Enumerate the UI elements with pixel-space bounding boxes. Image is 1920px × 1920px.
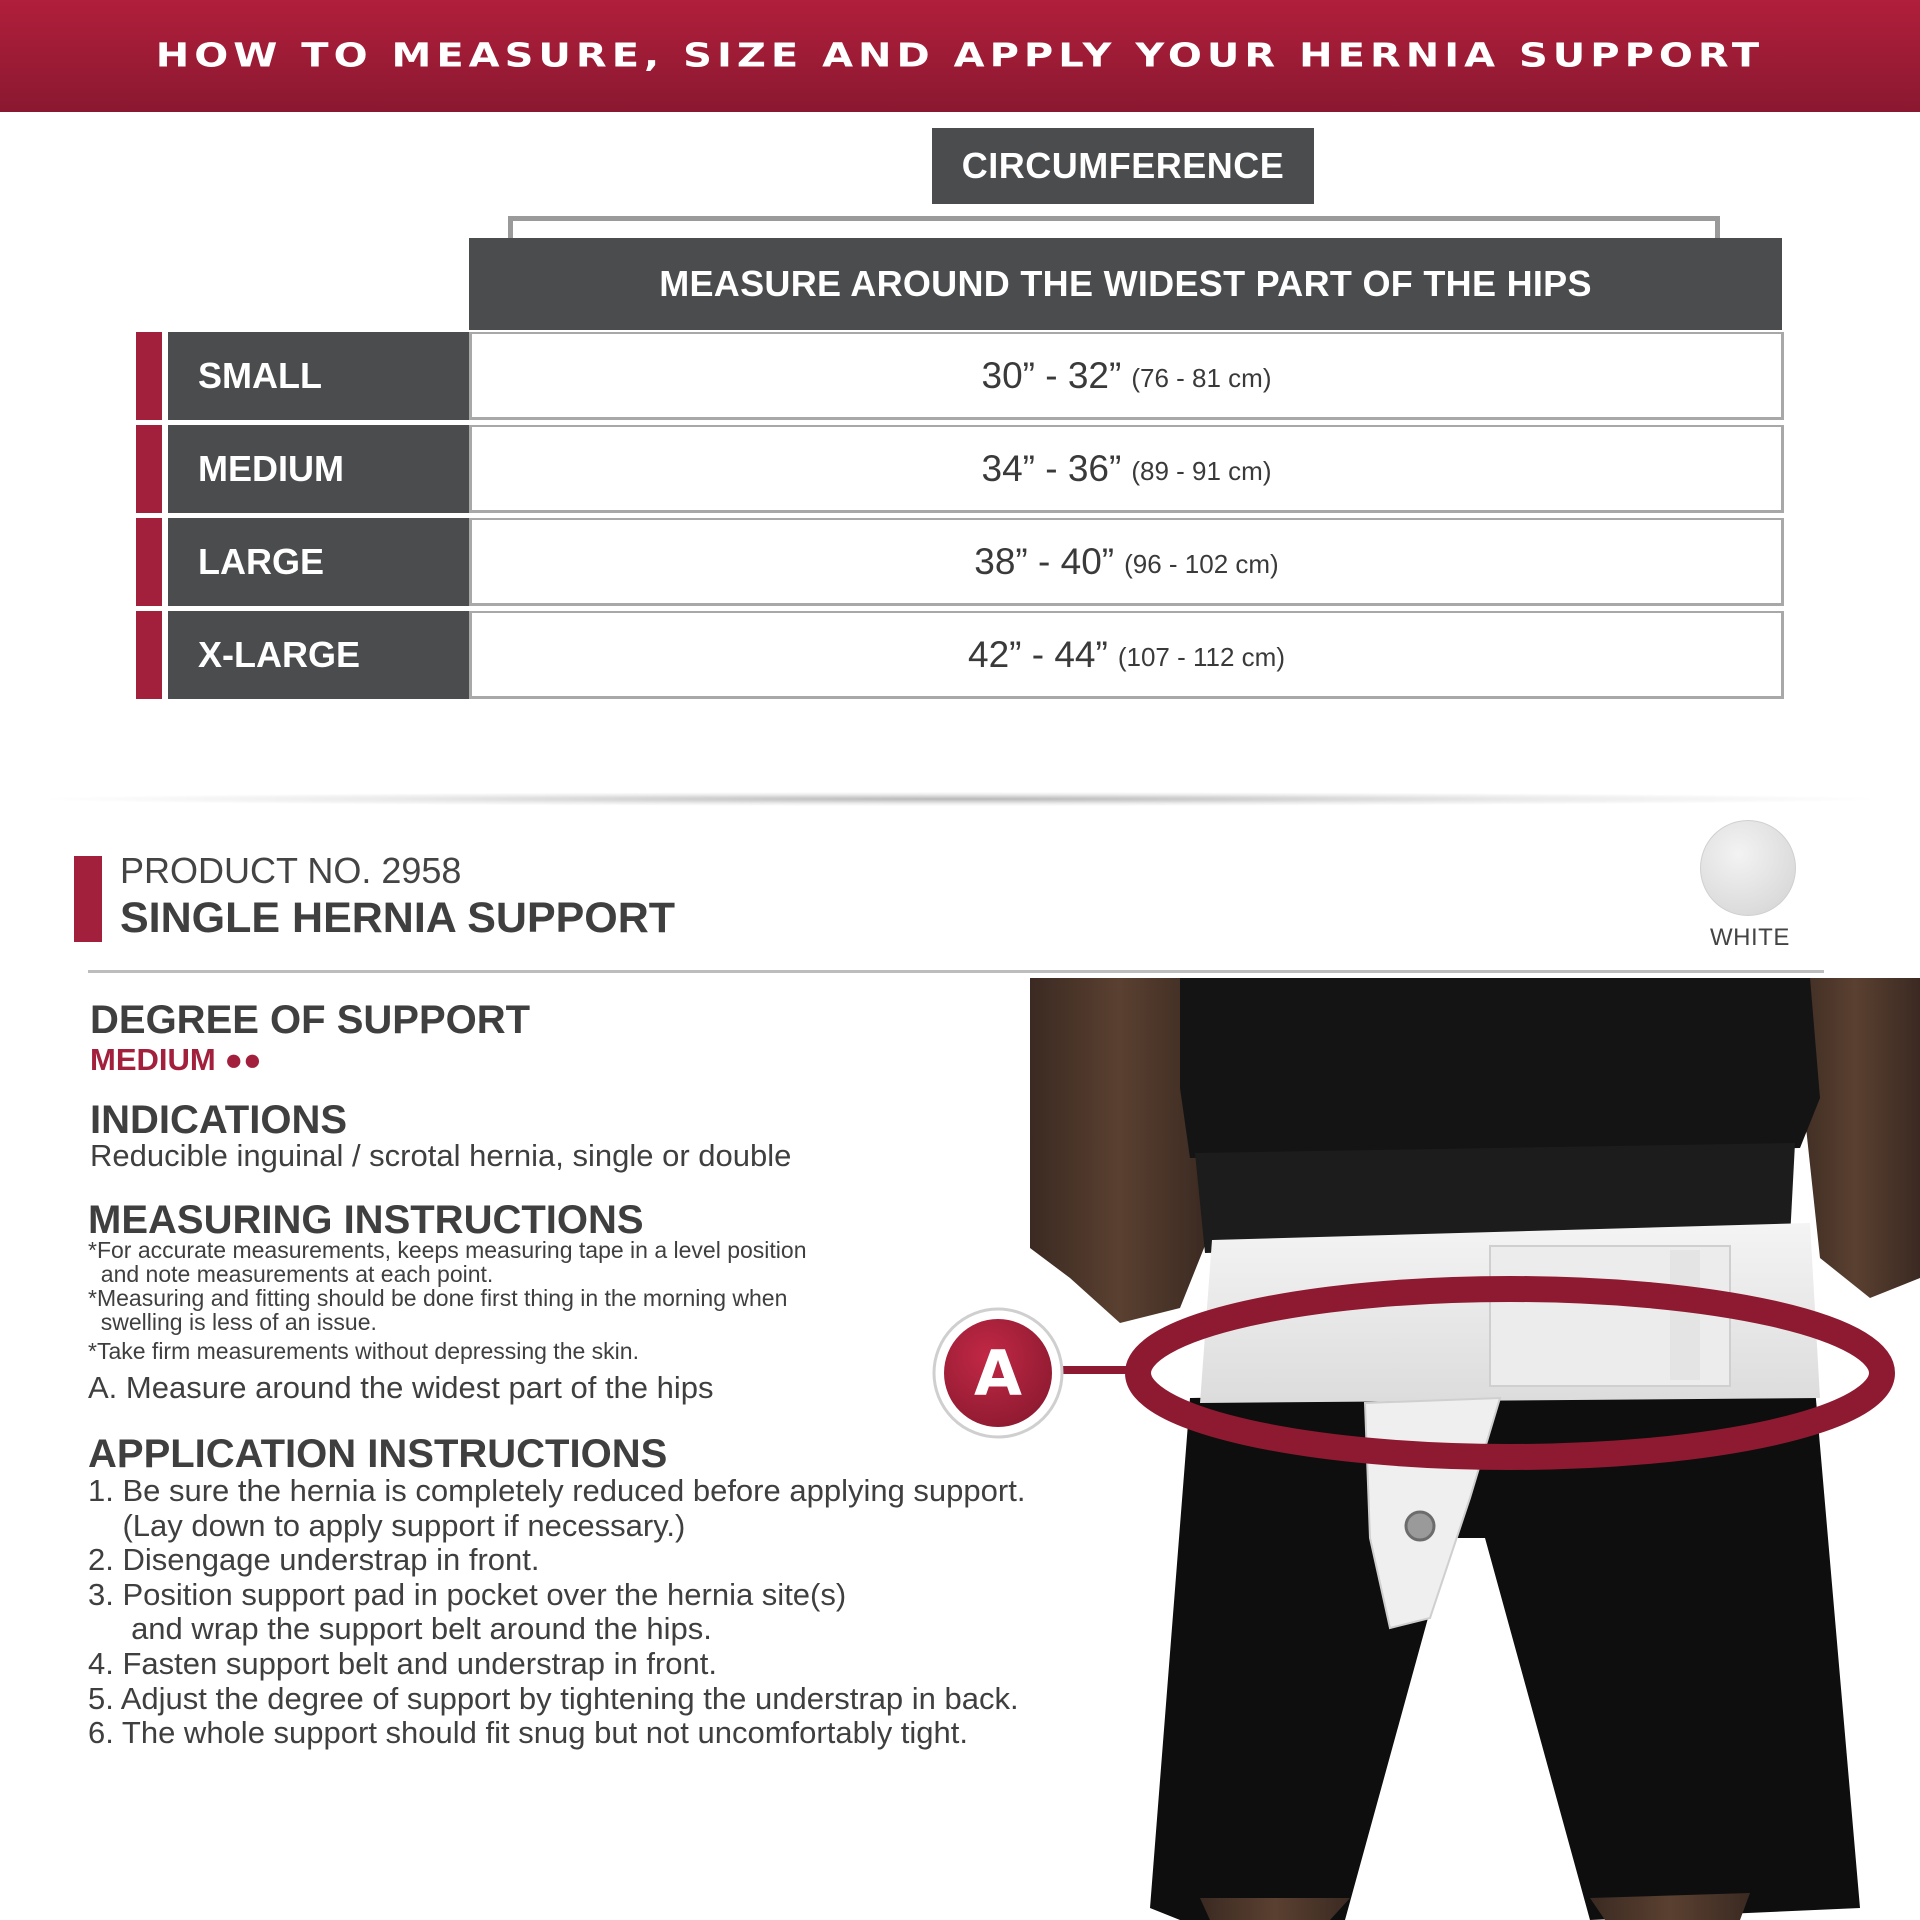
size-row-medium bbox=[136, 425, 1786, 513]
size-label: LARGE bbox=[168, 518, 605, 606]
size-cm: (76 - 81 cm) bbox=[1131, 363, 1272, 393]
measure-a-badge bbox=[930, 1305, 1066, 1441]
size-value bbox=[469, 611, 1784, 699]
indications-text: Reducible inguinal / scrotal hernia, single or double bbox=[90, 1138, 792, 1173]
size-label: MEDIUM bbox=[168, 425, 605, 513]
size-value bbox=[469, 425, 1784, 513]
degree-of-support-title: DEGREE OF SUPPORT bbox=[90, 998, 531, 1042]
product-rule bbox=[88, 970, 1824, 973]
velcro-strip bbox=[1670, 1250, 1700, 1380]
size-label: X-LARGE bbox=[168, 611, 605, 699]
size-cm: (107 - 112 cm) bbox=[1117, 642, 1285, 672]
header-banner bbox=[0, 0, 1920, 112]
row-accent bbox=[136, 611, 162, 699]
shirt bbox=[1180, 978, 1820, 1158]
measuring-note: and note measurements at each point. bbox=[88, 1261, 494, 1287]
size-row-small bbox=[136, 332, 1786, 420]
size-value bbox=[469, 332, 1784, 420]
application-step: (Lay down to apply support if necessary.) bbox=[88, 1507, 686, 1543]
support-level: MEDIUM ●● bbox=[90, 1042, 262, 1077]
section-divider bbox=[50, 792, 1870, 806]
size-cm: (89 - 91 cm) bbox=[1131, 456, 1272, 486]
row-accent bbox=[136, 332, 162, 420]
measuring-note: *Take firm measurements without depressing the skin. bbox=[88, 1338, 639, 1364]
application-step: and wrap the support belt around the hips. bbox=[88, 1611, 712, 1647]
application-step: 6. The whole support should fit snug but not uncomfortably tight. bbox=[88, 1715, 969, 1751]
model-illustration bbox=[1030, 978, 1920, 1920]
application-step: 4. Fasten support belt and understrap in front. bbox=[88, 1645, 717, 1681]
size-cm: (96 - 102 cm) bbox=[1124, 549, 1279, 579]
circumference-bracket bbox=[508, 216, 1720, 240]
measuring-step-a: A. Measure around the widest part of the hips bbox=[88, 1370, 714, 1405]
application-steps bbox=[88, 1474, 1025, 1751]
color-swatch[interactable] bbox=[1700, 820, 1796, 916]
row-accent bbox=[136, 425, 162, 513]
application-step: 5. Adjust the degree of support by tightening the understrap in back. bbox=[88, 1680, 1019, 1716]
product-name: SINGLE HERNIA SUPPORT bbox=[120, 894, 676, 942]
badge-letter: A bbox=[974, 1337, 1022, 1410]
size-inches: 42” - 44” bbox=[968, 633, 1108, 675]
measuring-note: *For accurate measurements, keeps measuring tape in a level position bbox=[88, 1237, 807, 1263]
measure-header: MEASURE AROUND THE WIDEST PART OF THE HIPS bbox=[469, 238, 1782, 330]
row-accent bbox=[136, 518, 162, 606]
banner-title: HOW TO MEASURE, SIZE AND APPLY YOUR HERNIA SUPPORT bbox=[155, 37, 1765, 75]
product-accent-bar bbox=[74, 856, 102, 942]
measuring-note: swelling is less of an issue. bbox=[88, 1309, 377, 1335]
application-title: APPLICATION INSTRUCTIONS bbox=[88, 1432, 668, 1476]
application-step: 1. Be sure the hernia is completely reduced before applying support. bbox=[88, 1473, 1026, 1508]
size-value bbox=[469, 518, 1784, 606]
indications-title: INDICATIONS bbox=[90, 1098, 348, 1142]
circumference-label: CIRCUMFERENCE bbox=[932, 128, 1314, 204]
application-step: 3. Position support pad in pocket over the hernia site(s) bbox=[88, 1576, 847, 1612]
measuring-note: *Measuring and fitting should be done first thing in the morning when bbox=[88, 1285, 788, 1311]
size-inches: 30” - 32” bbox=[981, 354, 1122, 396]
measuring-title: MEASURING INSTRUCTIONS bbox=[88, 1198, 644, 1242]
size-label: SMALL bbox=[168, 332, 605, 420]
left-leg bbox=[1200, 1898, 1350, 1920]
color-swatch-label: WHITE bbox=[1710, 924, 1790, 951]
snap-button bbox=[1406, 1512, 1434, 1540]
size-inches: 34” - 36” bbox=[981, 447, 1122, 489]
size-row-x-large bbox=[136, 611, 1786, 699]
product-number: PRODUCT NO. 2958 bbox=[120, 850, 462, 891]
application-step: 2. Disengage understrap in front. bbox=[88, 1542, 540, 1578]
size-inches: 38” - 40” bbox=[974, 540, 1115, 582]
size-row-large bbox=[136, 518, 1786, 606]
product-photo bbox=[1030, 978, 1920, 1920]
